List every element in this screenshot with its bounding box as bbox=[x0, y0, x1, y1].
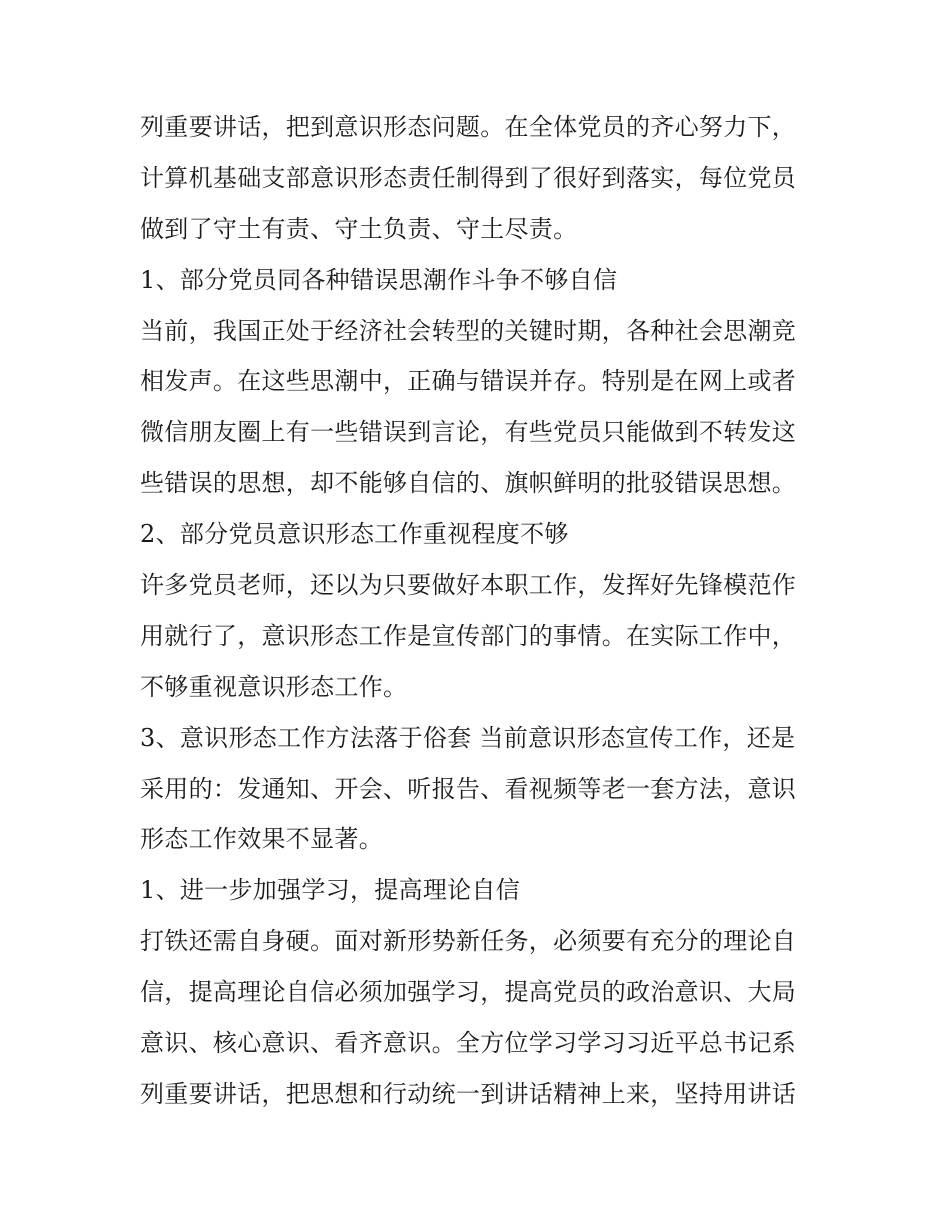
document-page bbox=[140, 102, 820, 1120]
text-line: 微信朋友圈上有一些错误到言论，有些党员只能做到不转发这 bbox=[140, 418, 797, 447]
section-heading: 2、部分党员意识形态工作重视程度不够 bbox=[140, 520, 569, 549]
text-line: 形态工作效果不显著。 bbox=[140, 825, 383, 854]
text-line: 用就行了，意识形态工作是宣传部门的事情。在实际工作中， bbox=[140, 621, 797, 650]
text-line: 做到了守土有责、守土负责、守土尽责。 bbox=[140, 214, 578, 243]
section-heading: 3、意识形态工作方法落于俗套 当前意识形态宣传工作，还是 bbox=[140, 723, 796, 752]
text-line: 列重要讲话，把到意识形态问题。在全体党员的齐心努力下， bbox=[140, 113, 797, 141]
text-line: 打铁还需自身硬。面对新形势新任务，必须要有充分的理论自 bbox=[140, 927, 797, 956]
text-line: 当前，我国正处于经济社会转型的关键时期，各种社会思潮竞 bbox=[140, 316, 797, 345]
text-line: 许多党员老师，还以为只要做好本职工作，发挥好先锋模范作 bbox=[140, 571, 797, 600]
text-line: 不够重视意识形态工作。 bbox=[140, 672, 408, 701]
section-heading: 1、部分党员同各种错误思潮作斗争不够自信 bbox=[140, 265, 618, 294]
text-line: 计算机基础支部意识形态责任制得到了很好到落实，每位党员 bbox=[140, 163, 797, 192]
text-line: 意识、核心意识、看齐意识。全方位学习学习习近平总书记系 bbox=[140, 1029, 797, 1058]
text-line: 些错误的思想，却不能够自信的、旗帜鲜明的批驳错误思想。 bbox=[140, 469, 797, 498]
text-line: 相发声。在这些思潮中，正确与错误并存。特别是在网上或者 bbox=[140, 367, 797, 396]
section-heading: 1、进一步加强学习，提高理论自信 bbox=[140, 876, 521, 905]
text-line: 信，提高理论自信必须加强学习，提高党员的政治意识、大局 bbox=[140, 978, 797, 1007]
text-line: 采用的：发通知、开会、听报告、看视频等老一套方法，意识 bbox=[140, 774, 797, 803]
text-line: 列重要讲话，把思想和行动统一到讲话精神上来，坚持用讲话 bbox=[140, 1079, 797, 1108]
